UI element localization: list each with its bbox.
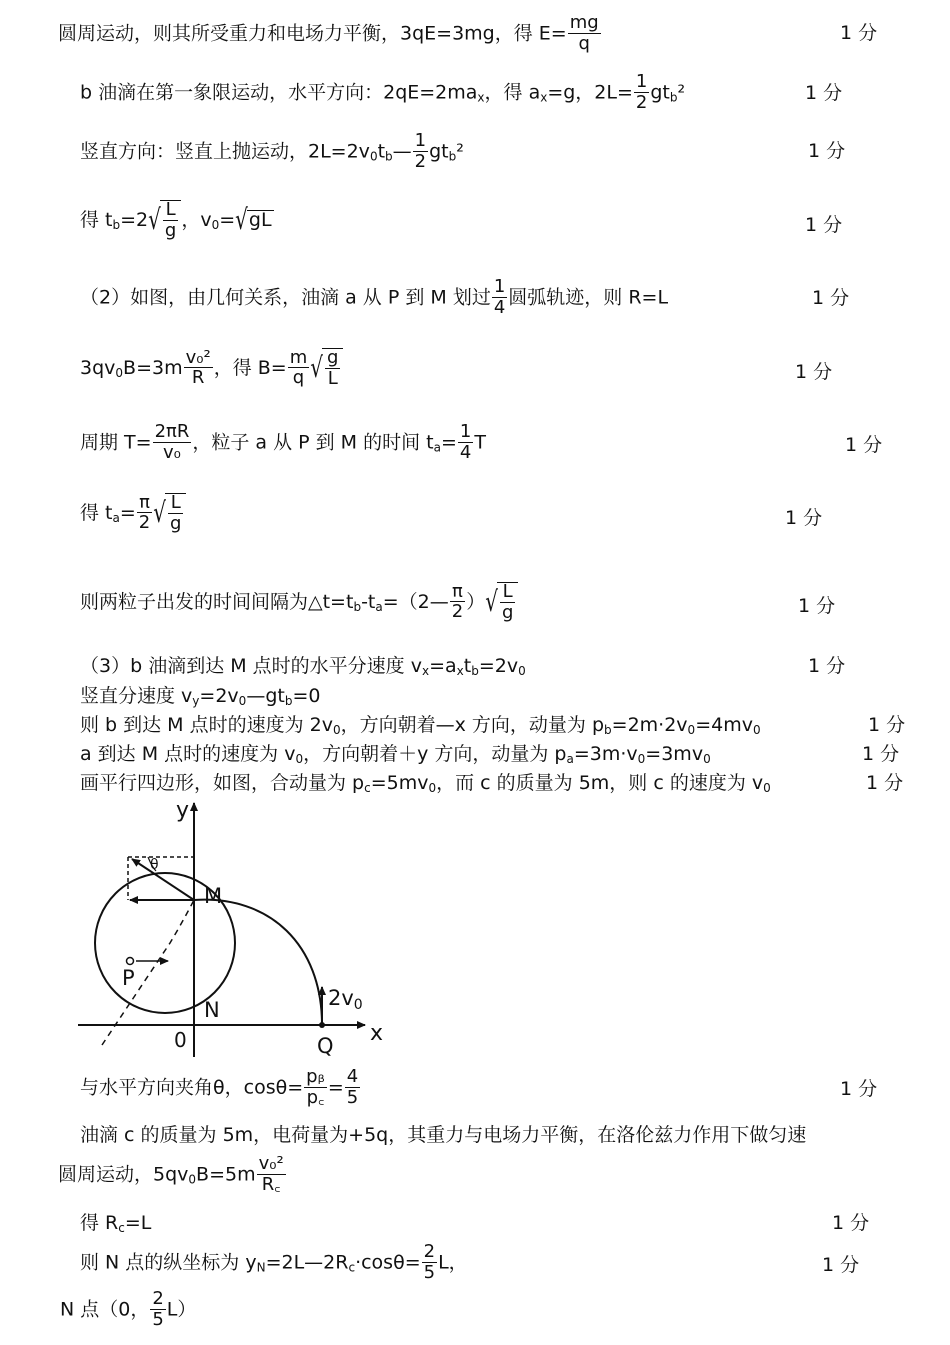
- score-14: 1 分: [866, 772, 904, 794]
- line-18: 得 $R_c=L$: [80, 1212, 152, 1235]
- line-17: 圆周运动，$5qv_0B=5m$ $\frac{\text{v₀²}}{R꜀}$: [58, 1153, 284, 1195]
- line-11: 竖直分速度 $v_y=2v_0—gt_b=0$: [80, 685, 321, 708]
- line-3: 竖直方向：竖直上抛运动，$2L=2v_0t_b—$ $\frac{1}{2}$ $gt_b^2$: [80, 130, 464, 172]
- line-1: 圆周运动，则其所受重力和电场力平衡，3qE=3mg，得 E= $\frac{mg}{q}$: [58, 12, 599, 54]
- velocity-label: 2v0: [328, 986, 363, 1013]
- point-q: [319, 1022, 325, 1028]
- line-6: $3qv_0B=3m$ $\frac{\text{v₀²}}{R}$ ，得 B= $\frac{m}{q}$ √ $\frac{g}{L}$: [80, 348, 343, 389]
- score-12: 1 分: [868, 714, 906, 736]
- score-6: 1 分: [795, 361, 833, 383]
- score-19: 1 分: [822, 1254, 860, 1276]
- score-13: 1 分: [862, 743, 900, 765]
- line-19: 则 N 点的纵坐标为 $y_N=2L—2R_c\cdot\cos\theta=$ $\frac{2}{5}$ L，: [80, 1241, 468, 1283]
- line-4: 得 $t_b=2√$ $\frac{L}{g}$ ，$v_0=√gL$: [80, 199, 272, 241]
- line-14: 画平行四边形，如图，合动量为 $p_c=5mv_0$，而 c 的质量为 5m，则 c 的速度为 $v_0$: [80, 772, 771, 795]
- line-15: 与水平方向夹角θ，cosθ= $\frac{\text{pᵦ}}{p꜀}$ = $\frac{4}{5}$: [80, 1066, 359, 1108]
- score-1: 1 分: [840, 22, 878, 44]
- score-5: 1 分: [812, 287, 850, 309]
- score-15: 1 分: [840, 1078, 878, 1100]
- line-8: 得 $t_a=$ $\frac{\pi}{2}$ √ $\frac{L}{g}$: [80, 493, 186, 534]
- score-3: 1 分: [808, 140, 846, 162]
- score-10: 1 分: [808, 655, 846, 677]
- score-8: 1 分: [785, 507, 823, 529]
- score-9: 1 分: [798, 595, 836, 617]
- score-7: 1 分: [845, 434, 883, 456]
- trajectory-diagram: [70, 795, 400, 1065]
- n-label: N: [204, 998, 220, 1022]
- origin-label: 0: [174, 1028, 187, 1052]
- line-12: 则 b 到达 M 点时的速度为 $2v_0$，方向朝着—x 方向，动量为 $p_b=2m\cdot 2v_0=4mv_0$: [80, 714, 761, 737]
- line-5: （2）如图，由几何关系，油滴 a 从 P 到 M 划过 $\frac{1}{4}$ 圆弧轨迹，则 R=L: [80, 276, 669, 318]
- score-2: 1 分: [805, 82, 843, 104]
- line-16: 油滴 c 的质量为 5m，电荷量为+5q，其重力与电场力平衡，在洛伦兹力作用下做匀速: [80, 1124, 807, 1146]
- point-p: [127, 958, 134, 965]
- line-13: a 到达 M 点时的速度为 $v_0$，方向朝着＋y 方向，动量为 $p_a=3m\cdot v_0=3mv_0$: [80, 743, 711, 766]
- fraction: $\frac{1}{2}$: [635, 71, 648, 113]
- theta-label: θ: [150, 857, 159, 873]
- y-axis-label: y: [176, 798, 190, 823]
- x-axis-label: x: [370, 1021, 384, 1046]
- line-9: 则两粒子出发的时间间隔为$\triangle t=t_b-t_a=(2—$ $\frac{\pi}{2}$ ）√ $\frac{L}{g}$: [80, 582, 518, 623]
- line-10: （3）b 油滴到达 M 点时的水平分速度 $v_x=a_xt_b=2v_0$: [80, 655, 526, 678]
- m-label: M: [204, 884, 223, 908]
- fraction: $\frac{1}{4}$: [493, 276, 506, 318]
- q-label: Q: [317, 1034, 334, 1058]
- fraction: $\frac{mg}{q}$: [569, 12, 599, 54]
- line-7: 周期 T= $\frac{2\pi R}{\text{v₀}}$ ，粒子 a 从 P 到 M 的时间 $t_a=$ $\frac{1}{4}$ T: [80, 421, 486, 463]
- momentum-c-arrow: [132, 859, 194, 900]
- score-4: 1 分: [805, 214, 843, 236]
- trajectory-c-dashed: [102, 900, 194, 1045]
- fraction: $\frac{1}{2}$: [414, 130, 427, 172]
- score-18: 1 分: [832, 1212, 870, 1234]
- sqrt: √ $\frac{L}{g}$: [148, 200, 181, 241]
- p-label: P: [122, 966, 135, 990]
- line-20: N 点（0， $\frac{2}{5}$ L）: [60, 1288, 197, 1330]
- line-2: b 油滴在第一象限运动，水平方向：$2qE=2ma_x$，得 $a_x=g$，2L= $\frac{1}{2}$ $gt_b^2$: [80, 71, 686, 113]
